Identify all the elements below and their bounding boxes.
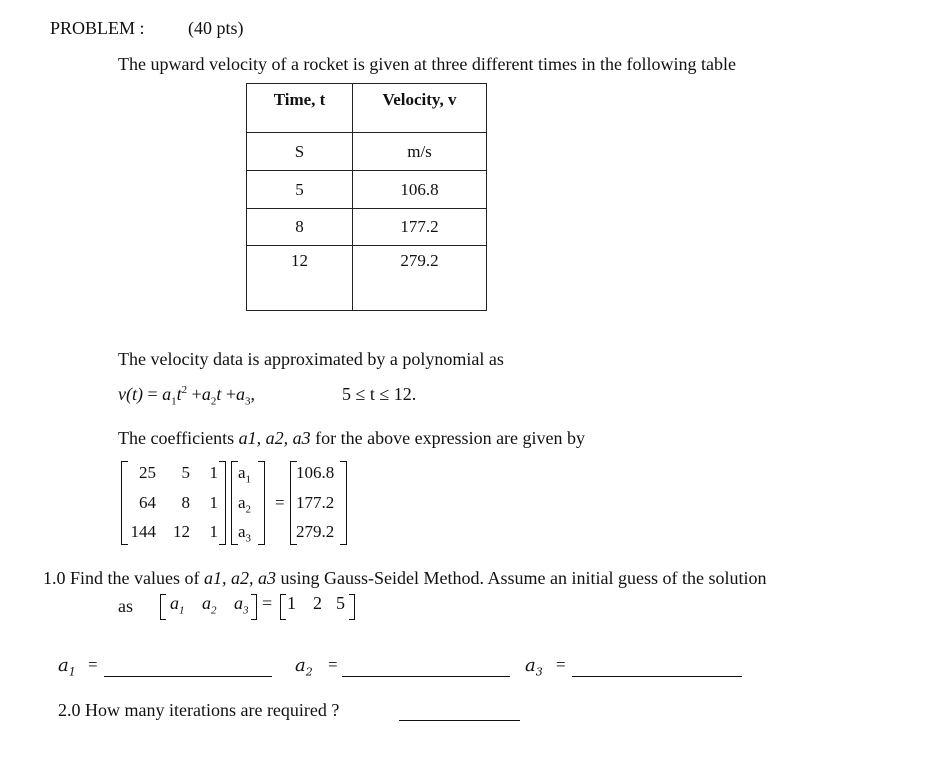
matrix-a-cell: 1 <box>209 463 218 482</box>
answer-a2-equals: = <box>328 655 338 674</box>
eq-plus: + <box>225 384 236 404</box>
answer-a1-blank[interactable] <box>104 676 272 677</box>
intro-text: The upward velocity of a rocket is given at three different times in the following table <box>118 54 736 74</box>
vector-b-cell: 177.2 <box>296 493 335 512</box>
answer-a2-label: $a_2$ <box>295 655 313 679</box>
cell-velocity: 177.2 <box>353 209 487 246</box>
table-header-row <box>247 84 487 133</box>
iterations-answer-blank[interactable] <box>399 720 520 721</box>
guess-right-bracket <box>251 594 257 620</box>
guess-var: $a_3$ <box>234 593 249 617</box>
matrix-a-cell: 8 <box>181 493 190 512</box>
table-unit-row <box>247 133 487 171</box>
vector-x-cell: $a_3$ <box>238 522 252 545</box>
eq-lhs: v(t) <box>118 384 143 404</box>
matrix-a-cell: 12 <box>173 522 190 541</box>
eq-plus: + <box>191 384 202 404</box>
cell-velocity: 106.8 <box>353 171 487 209</box>
eq-a2-sub: 2 <box>210 395 217 408</box>
cell-time: 12 <box>247 246 353 311</box>
guess-var: $a_2$ <box>202 593 217 617</box>
guess-vals-left-bracket <box>280 594 286 620</box>
coeff-suffix: for the above expression are given by <box>315 428 586 448</box>
initial-guess-as: as <box>118 596 133 616</box>
guess-var: $a_1$ <box>170 593 185 617</box>
guess-value: 5 <box>336 593 345 613</box>
unit-velocity: m/s <box>353 133 487 171</box>
vector-x-cell: $a_2$ <box>238 493 252 516</box>
eq-t2: t <box>216 384 222 404</box>
eq-a3: a <box>235 384 245 404</box>
matrix-a-cell: 25 <box>139 463 156 482</box>
coeff-vars: a1, a2, a3 <box>238 428 311 448</box>
answer-a1-equals: = <box>88 655 98 674</box>
header-velocity: Velocity, v <box>353 84 487 133</box>
coeff-prefix: The coefficients <box>118 428 235 448</box>
eq-comma: , <box>250 384 255 404</box>
answer-a1-label: $a_1$ <box>58 655 76 679</box>
question-1-number: 1.0 <box>43 568 66 588</box>
vector-x-right-bracket <box>258 461 265 545</box>
guess-equals: = <box>262 593 273 613</box>
guess-left-bracket <box>160 594 166 620</box>
question-1 <box>43 568 766 589</box>
eq-t-sup: 2 <box>181 384 188 396</box>
coeff-text <box>118 428 585 449</box>
matrix-equals: = <box>275 493 285 512</box>
velocity-table <box>246 83 487 311</box>
guess-value: 2 <box>313 593 322 613</box>
answer-a3-equals: = <box>556 655 566 674</box>
header-time: Time, t <box>247 84 353 133</box>
question-1-text-b: using Gauss-Seidel Method. Assume an initial guess of the solution <box>280 568 767 588</box>
question-1-text-a: Find the values of <box>70 568 200 588</box>
polynomial-equation <box>118 384 255 408</box>
matrix-a-right-bracket <box>219 461 226 545</box>
vector-b-cell: 106.8 <box>296 463 335 482</box>
cell-velocity: 279.2 <box>353 246 487 311</box>
eq-a3-sub: 3 <box>244 395 251 408</box>
table-row <box>247 246 487 311</box>
vector-x-cell: $a_1$ <box>238 463 252 486</box>
eq-sign: = <box>147 384 158 404</box>
guess-value: 1 <box>287 593 296 613</box>
vector-b-right-bracket <box>340 461 347 545</box>
question-1-vars: a1, a2, a3 <box>203 568 276 588</box>
approx-text: The velocity data is approximated by a polynomial as <box>118 349 504 369</box>
vector-b-cell: 279.2 <box>296 522 335 541</box>
matrix-a-cell: 5 <box>181 463 190 482</box>
question-2: 2.0 How many iterations are required ? <box>58 700 340 720</box>
table-row <box>247 209 487 246</box>
eq-a1: a <box>162 384 172 404</box>
problem-label: PROBLEM : <box>50 18 145 38</box>
cell-time: 5 <box>247 171 353 209</box>
equation-range: 5 ≤ t ≤ 12. <box>342 384 417 404</box>
unit-time: S <box>247 133 353 171</box>
matrix-a-cell: 1 <box>209 493 218 512</box>
problem-points: (40 pts) <box>188 18 244 38</box>
cell-time: 8 <box>247 209 353 246</box>
matrix-a-cell: 1 <box>209 522 218 541</box>
matrix-a-cell: 64 <box>139 493 156 512</box>
answer-a3-label: $a_3$ <box>525 655 543 679</box>
answer-a3-blank[interactable] <box>572 676 742 677</box>
table-row <box>247 171 487 209</box>
answer-a2-blank[interactable] <box>342 676 510 677</box>
eq-t: t <box>176 384 182 404</box>
eq-a1-sub: 1 <box>171 395 177 408</box>
matrix-a-cell: 144 <box>130 522 156 541</box>
vector-x-left-bracket <box>231 461 238 545</box>
guess-vals-right-bracket <box>349 594 355 620</box>
eq-a2: a <box>201 384 211 404</box>
